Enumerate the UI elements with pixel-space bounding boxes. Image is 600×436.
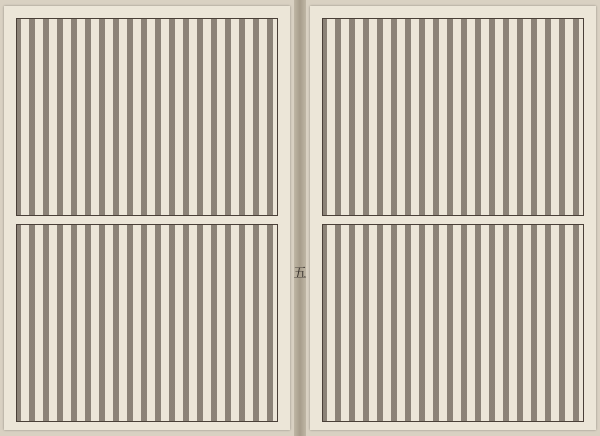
- right-lower-text-block: [322, 224, 584, 422]
- page-number: 五: [293, 266, 307, 281]
- left-page: [4, 6, 290, 430]
- left-lower-text-block: [16, 224, 278, 422]
- right-page: [310, 6, 596, 430]
- book-gutter: [294, 0, 306, 436]
- right-upper-text-block: [322, 18, 584, 216]
- left-upper-text-block: [16, 18, 278, 216]
